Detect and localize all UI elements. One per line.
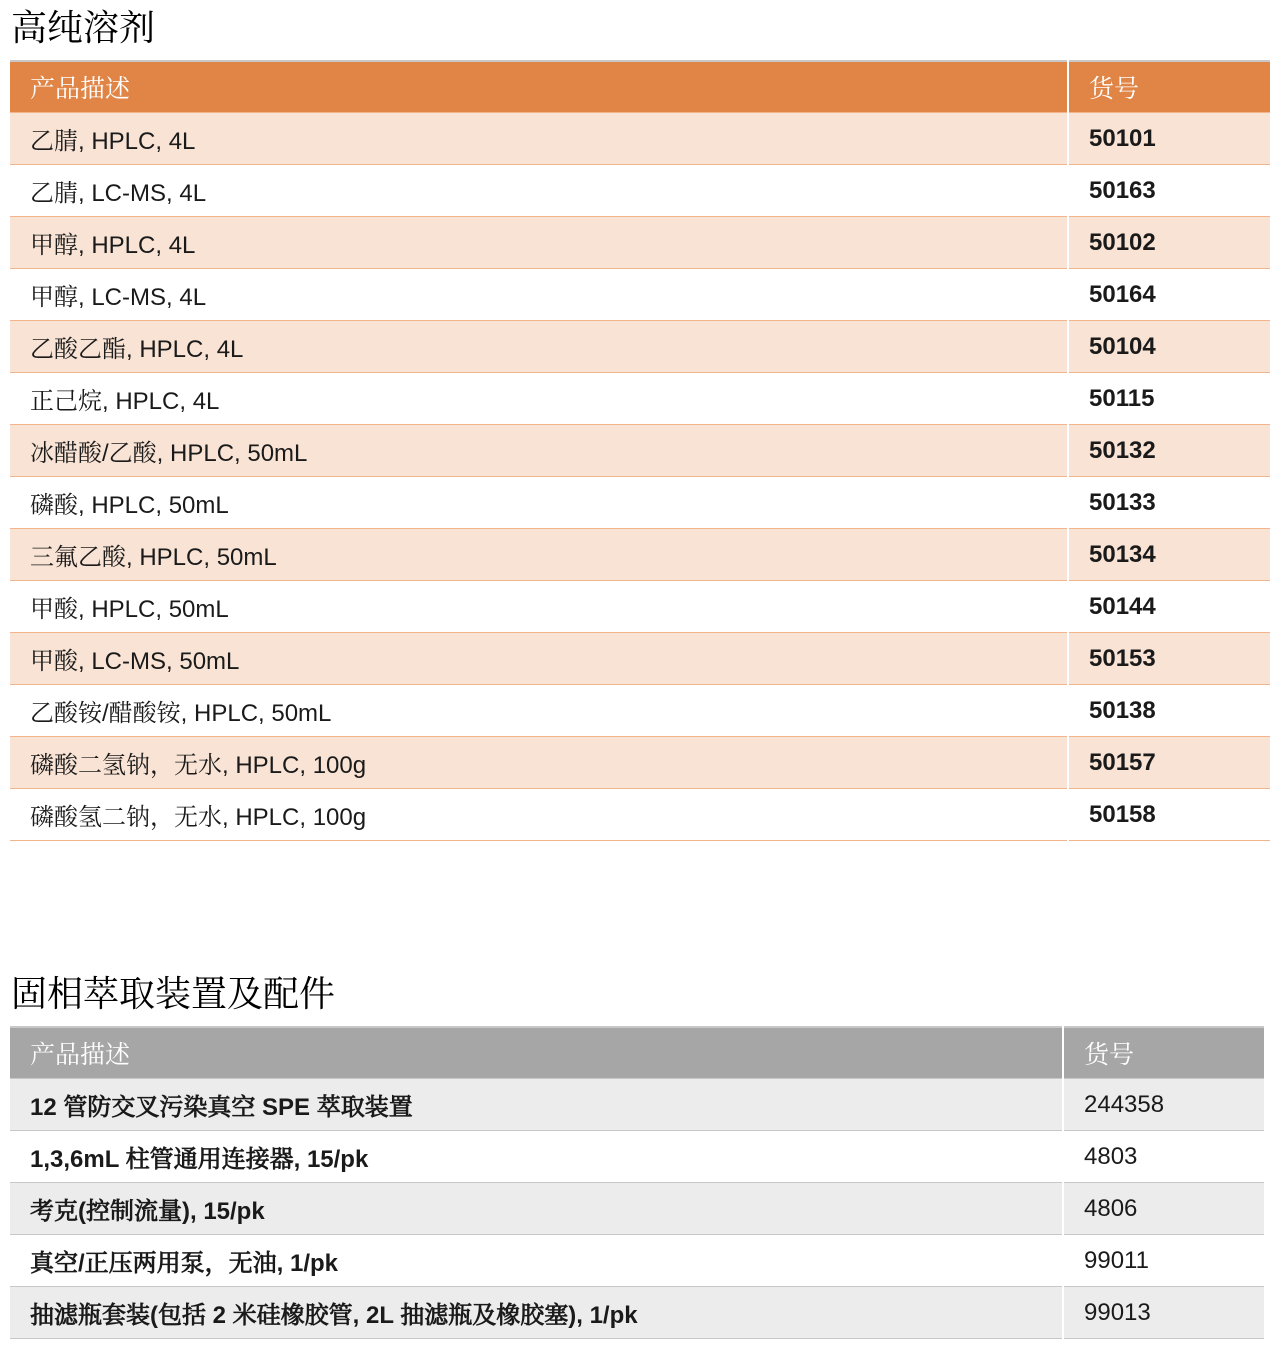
table-header-row [10, 61, 1270, 113]
product-description: 12 管防交叉污染真空 SPE 萃取装置 [10, 1079, 1063, 1131]
item-number: 50157 [1068, 737, 1270, 789]
item-number: 50134 [1068, 529, 1270, 581]
item-number: 50158 [1068, 789, 1270, 841]
table-row [10, 321, 1270, 373]
item-number: 50104 [1068, 321, 1270, 373]
table-row [10, 1079, 1264, 1131]
product-description: 冰醋酸/乙酸, HPLC, 50mL [10, 425, 1068, 477]
item-number: 99013 [1063, 1287, 1264, 1339]
section-title-solvents: 高纯溶剂 [11, 7, 156, 48]
item-number: 4806 [1063, 1183, 1264, 1235]
product-description: 乙腈, LC-MS, 4L [10, 165, 1068, 217]
item-number: 99011 [1063, 1235, 1264, 1287]
table-row [10, 113, 1270, 165]
item-number: 50133 [1068, 477, 1270, 529]
product-description: 磷酸二氢钠，无水, HPLC, 100g [10, 737, 1068, 789]
product-description: 磷酸, HPLC, 50mL [10, 477, 1068, 529]
table-row [10, 529, 1270, 581]
solvents-table [10, 60, 1270, 841]
product-description: 甲酸, LC-MS, 50mL [10, 633, 1068, 685]
item-number: 50153 [1068, 633, 1270, 685]
table-row [10, 685, 1270, 737]
table-row [10, 1287, 1264, 1339]
column-header-description: 产品描述 [10, 1027, 1063, 1079]
product-description: 考克(控制流量), 15/pk [10, 1183, 1063, 1235]
table-row [10, 633, 1270, 685]
product-description: 1,3,6mL 柱管通用连接器, 15/pk [10, 1131, 1063, 1183]
table-row [10, 581, 1270, 633]
product-description: 磷酸氢二钠，无水, HPLC, 100g [10, 789, 1068, 841]
section-title-spe: 固相萃取装置及配件 [11, 973, 336, 1014]
item-number: 50102 [1068, 217, 1270, 269]
item-number: 244358 [1063, 1079, 1264, 1131]
item-number: 50164 [1068, 269, 1270, 321]
product-description: 抽滤瓶套装(包括 2 米硅橡胶管, 2L 抽滤瓶及橡胶塞), 1/pk [10, 1287, 1063, 1339]
spe-table [10, 1026, 1264, 1339]
table-header-row [10, 1027, 1264, 1079]
column-header-item-number: 货号 [1068, 61, 1270, 113]
product-description: 三氟乙酸, HPLC, 50mL [10, 529, 1068, 581]
table-row [10, 217, 1270, 269]
item-number: 50132 [1068, 425, 1270, 477]
item-number: 50115 [1068, 373, 1270, 425]
product-description: 乙酸铵/醋酸铵, HPLC, 50mL [10, 685, 1068, 737]
column-header-description: 产品描述 [10, 61, 1068, 113]
item-number: 50144 [1068, 581, 1270, 633]
table-row [10, 737, 1270, 789]
product-description: 正己烷, HPLC, 4L [10, 373, 1068, 425]
product-description: 甲醇, HPLC, 4L [10, 217, 1068, 269]
item-number: 4803 [1063, 1131, 1264, 1183]
item-number: 50138 [1068, 685, 1270, 737]
table-row [10, 373, 1270, 425]
table-row [10, 1131, 1264, 1183]
table-row [10, 425, 1270, 477]
table-row [10, 269, 1270, 321]
product-description: 乙酸乙酯, HPLC, 4L [10, 321, 1068, 373]
product-description: 真空/正压两用泵，无油, 1/pk [10, 1235, 1063, 1287]
product-description: 甲醇, LC-MS, 4L [10, 269, 1068, 321]
table-row [10, 1235, 1264, 1287]
item-number: 50163 [1068, 165, 1270, 217]
table-row [10, 1183, 1264, 1235]
table-row [10, 477, 1270, 529]
column-header-item-number: 货号 [1063, 1027, 1264, 1079]
product-description: 甲酸, HPLC, 50mL [10, 581, 1068, 633]
table-row [10, 165, 1270, 217]
product-description: 乙腈, HPLC, 4L [10, 113, 1068, 165]
table-row [10, 789, 1270, 841]
item-number: 50101 [1068, 113, 1270, 165]
